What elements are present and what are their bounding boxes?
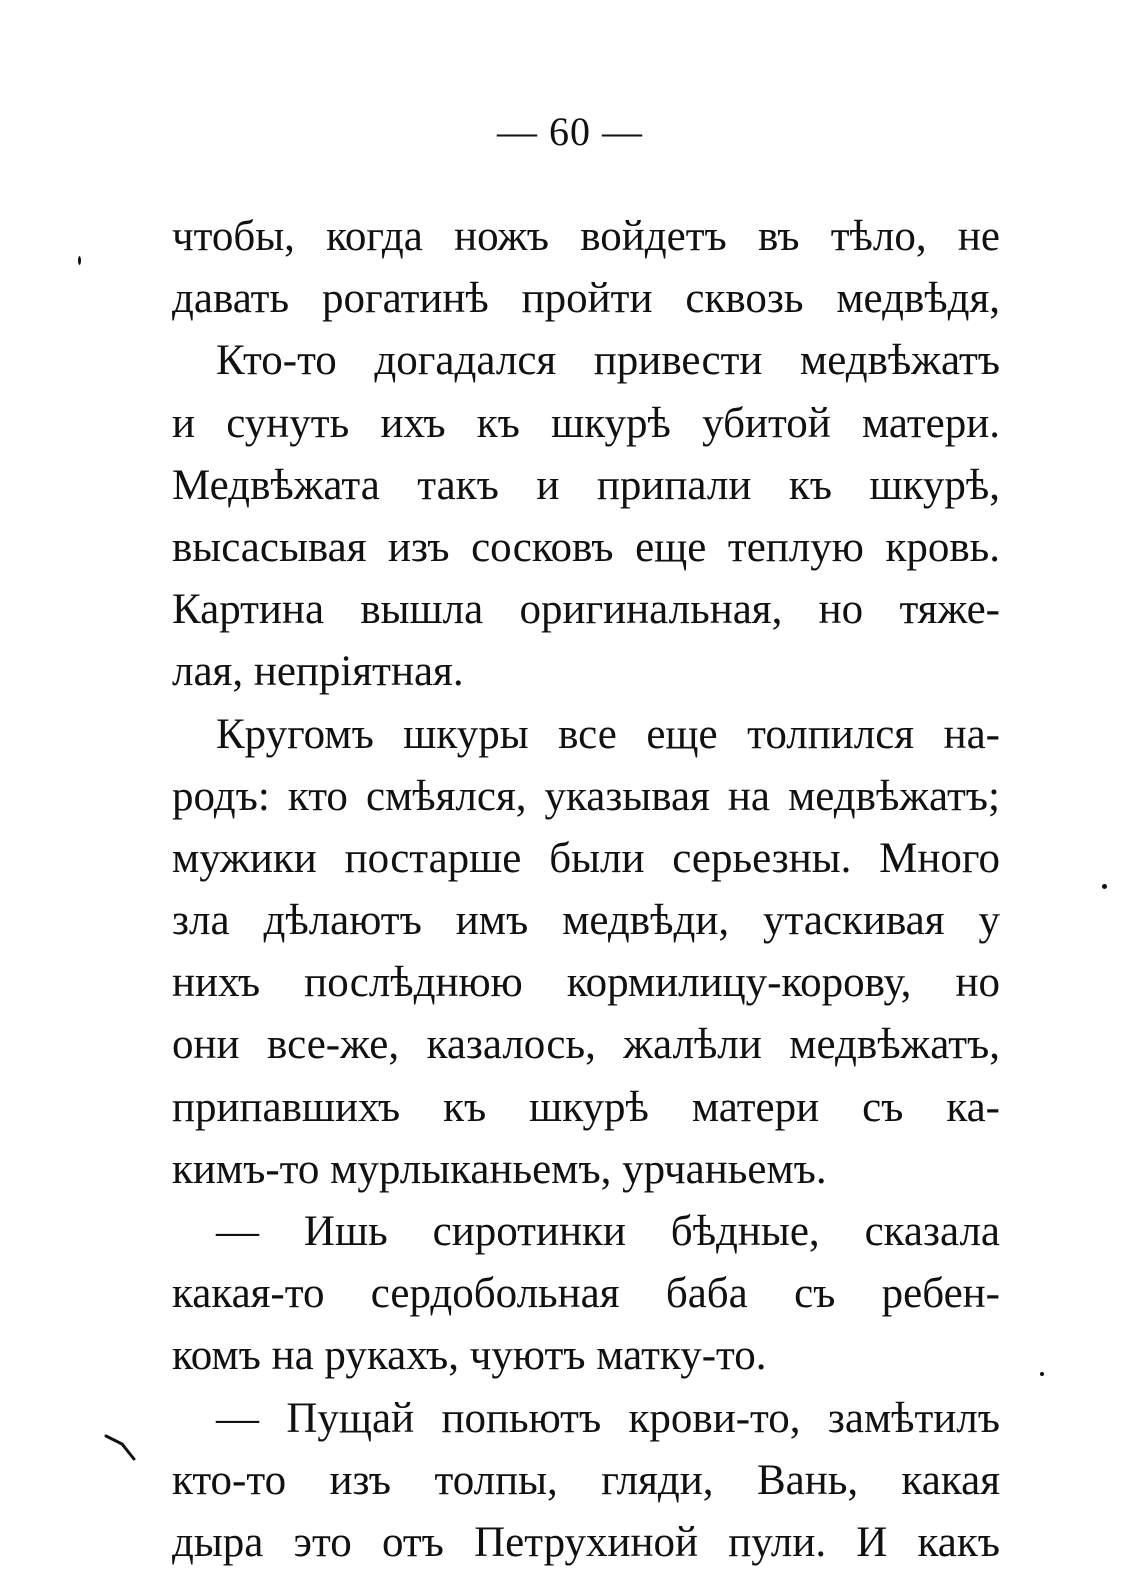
- text-line: давать рогатинѣ пройти сквозь медвѣдя,: [172, 275, 1000, 323]
- text-line: — Пущай попьютъ крови-то, замѣтилъ: [216, 1394, 1000, 1442]
- text-line: — Ишь сиротинки бѣдные, сказала: [216, 1208, 1000, 1255]
- text-line: чтобы, когда ножъ войдетъ въ тѣло, не: [172, 213, 1000, 260]
- text-line: высасывая изъ сосковъ еще теплую кровь.: [172, 523, 1000, 571]
- text-line: мужики постарше были серьезны. Много: [172, 834, 1000, 882]
- text-line: дыра это отъ Петрухиной пули. И какъ: [172, 1518, 1000, 1566]
- text-line: Медвѣжата такъ и припали къ шкурѣ,: [172, 461, 1000, 509]
- body-text: [172, 206, 1000, 1574]
- text-line: Кто-то догадался привести медвѣжатъ: [216, 337, 1000, 385]
- text-line: и сунуть ихъ къ шкурѣ убитой матери.: [172, 399, 1000, 447]
- page-number: — 60 —: [497, 109, 643, 154]
- text-line: Кругомъ шкуры все еще толпился на-: [216, 710, 1000, 758]
- scan-speck: [1040, 1372, 1044, 1376]
- text-line: кимъ-то мурлыканьемъ, урчаньемъ.: [172, 1145, 827, 1193]
- scan-mark: [104, 1432, 144, 1462]
- text-line: они все-же, казалось, жалѣли медвѣжатъ,: [172, 1021, 1000, 1069]
- scan-speck: [1102, 884, 1107, 889]
- text-line: комъ на рукахъ, чуютъ матку-то.: [172, 1332, 767, 1380]
- text-line: Картина вышла оригинальная, но тяже-: [172, 586, 1000, 634]
- text-line: родъ: кто смѣялся, указывая на медвѣжатъ;: [172, 772, 1000, 820]
- text-line: нихъ послѣднюю кормилицу-корову, но: [172, 959, 1000, 1007]
- text-line: лая, непріятная.: [172, 648, 464, 696]
- text-line: какая-то сердобольная баба съ ребен-: [172, 1270, 1000, 1318]
- text-line: зла дѣлаютъ имъ медвѣди, утаскивая у: [172, 897, 1000, 945]
- text-line: кто-то изъ толпы, гляди, Вань, какая: [172, 1456, 1000, 1504]
- text-line: припавшихъ къ шкурѣ матери съ ка-: [172, 1083, 1000, 1131]
- scan-speck: [78, 256, 81, 265]
